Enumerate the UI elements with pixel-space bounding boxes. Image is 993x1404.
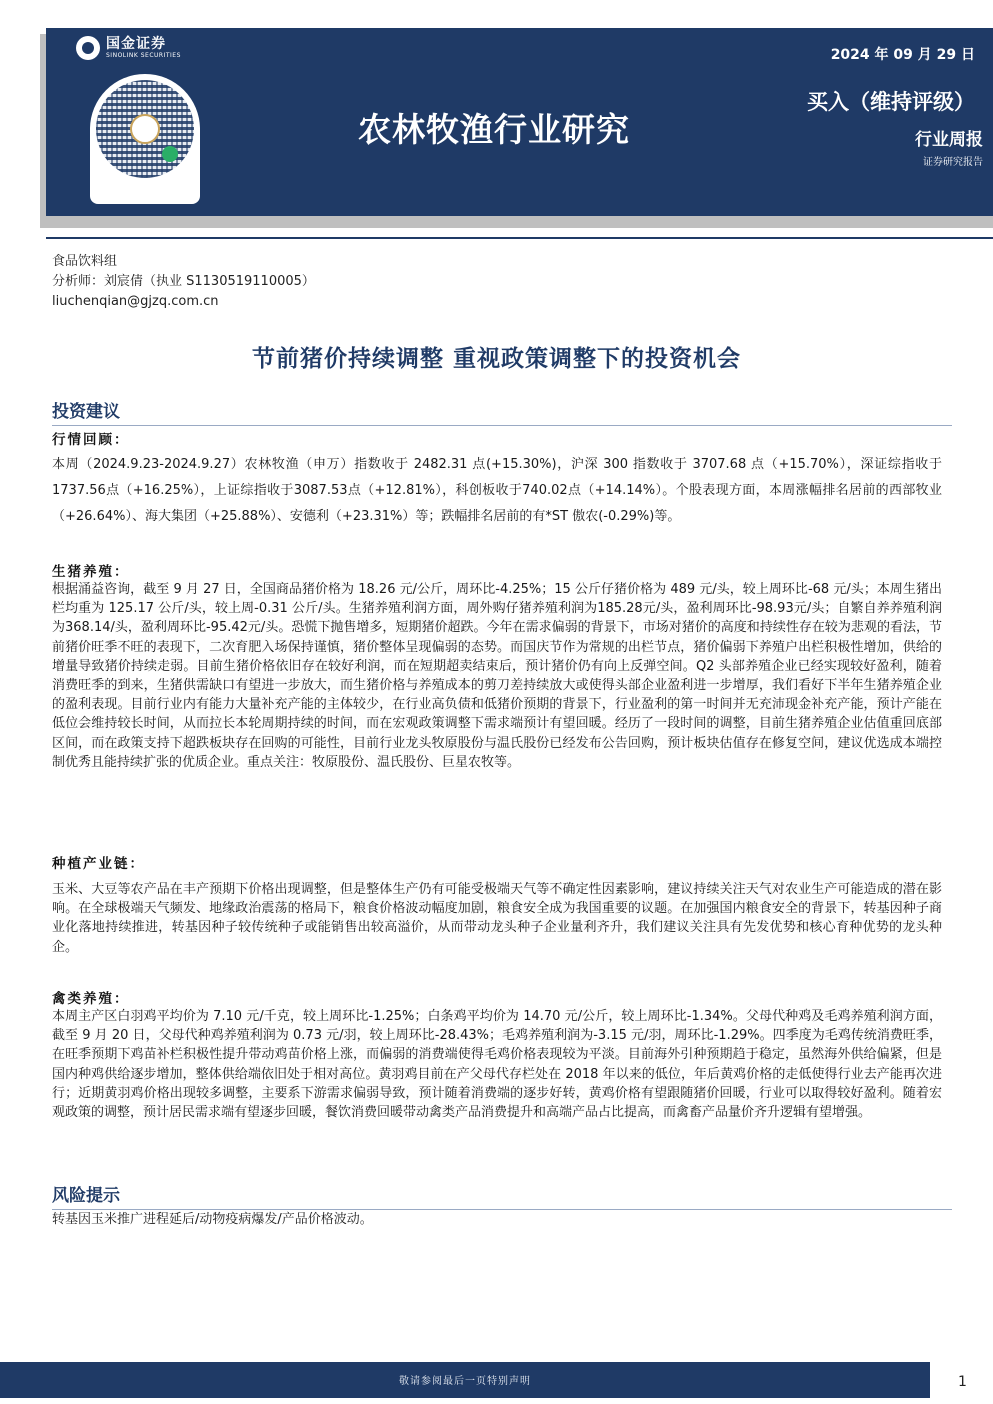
company-logo — [76, 36, 181, 60]
qr-center-logo-icon — [130, 114, 160, 144]
section-heading-risk: 风险提示 — [52, 1181, 952, 1210]
report-type: 行业周报 — [915, 130, 983, 150]
report-date: 2024 年 09 月 29 日 — [830, 47, 975, 63]
logo-mark-icon — [76, 36, 100, 60]
industry-title: 农林牧渔行业研究 — [358, 110, 630, 149]
subheading-crop: 种植产业链： — [52, 856, 145, 872]
paragraph-poultry: 本周主产区白羽鸡平均价为 7.10 元/千克，较上周环比-1.25%；白条鸡平均价为 14.70 元/公斤，较上周环比-1.34%。父母代种鸡及毛鸡养殖利润方面，截至 9 月 20 日，父母代种鸡养殖利润为 0.73 元/羽，较上周环比-28.43%；毛鸡养殖利润为-3.15 元/羽，周环比-1.29%。四季度为毛鸡传统消费旺季，在旺季预期下鸡苗补栏积极性提升带动鸡苗价格上涨，而偏弱的消费端使得毛鸡价格表现较为平淡。目前海外引种预期趋于稳定，虽然海外供给偏紧，但是国内种鸡供给逐步增加，整体供给端依旧处于相对高位。黄羽鸡目前在产父母代存栏处在 2018 年以来的低位，年后黄鸡价格的走低使得行业去产能再次进行；近期黄羽鸡价格出现较多调整，主要系下游需求偏弱导致，预计随着消费端的逐步好转，黄鸡价格有望跟随猪价回暖，行业可以取得较好盈利。随着宏观政策的调整，预计居民需求端有望逐步回暖，餐饮消费回暖带动禽类产品消费提升和高端产品占比提高，而禽畜产品量价齐升逻辑有望增强。 — [52, 1009, 942, 1121]
qr-code-icon — [96, 80, 194, 178]
footer-bar — [0, 1362, 930, 1398]
paragraph-risk: 转基因玉米推广进程延后/动物疫病爆发/产品价格波动。 — [52, 1212, 373, 1227]
brand-name-cn: 国金证券 — [106, 36, 166, 52]
disclaimer-notice[interactable]: 敬请参阅最后一页特别声明 — [399, 1376, 531, 1387]
report-main-title: 节前猪价持续调整 重视政策调整下的投资机会 — [251, 346, 741, 372]
investment-rating: 买入（维持评级） — [807, 90, 975, 114]
report-header-banner — [46, 28, 993, 216]
brand-name-en: SINOLINK SECURITIES — [106, 52, 181, 59]
mini-program-qr-code[interactable] — [90, 74, 200, 204]
header-divider — [46, 237, 993, 239]
section-heading-invest: 投资建议 — [52, 397, 952, 426]
paragraph-market-review: 本周（2024.9.23-2024.9.27）农林牧渔（申万）指数收于 2482.31 点(+15.30%)，沪深 300 指数收于 3707.68 点（+15.70%），深证综指收于1737.56点（+16.25%），上证综指收于3087.53点（+12.81%），科创板收于740.02点（+14.14%）。个股表现方面，本周涨幅排名居前的西部牧业（+26.64%）、海大集团（+25.88%）、安德利（+23.31%）等；跌幅排名居前的有*ST 傲农(-0.29%)等。 — [52, 457, 942, 524]
analyst-info — [52, 252, 315, 312]
research-group: 食品饮料组 — [52, 254, 118, 269]
report-kind: 证券研究报告 — [923, 157, 983, 168]
subheading-market-review: 行情回顾： — [52, 432, 130, 448]
paragraph-hog: 根据涌益咨询，截至 9 月 27 日，全国商品猪价格为 18.26 元/公斤，周环比-4.25%；15 公斤仔猪价格为 489 元/头，较上周环比-68 元/头；本周生猪出栏均重为 125.17 公斤/头，较上周-0.31 公斤/头。生猪养殖利润方面，周外购仔猪养殖利润为185.28元/头，盈利周环比-98.93元/头；自繁自养养殖利润为368.14/头，盈利周环比-95.42元/头。恐慌下抛售增多，短期猪价超跌。今年在需求偏弱的背景下，市场对猪价的高度和持续性存在较为悲观的看法，节前猪价旺季不旺的表现下，二次育肥入场保持谨慎，猪价整体呈现偏弱的态势。而国庆节作为常规的出栏节点，猪价偏弱下养殖户出栏积极性增加，供给的增量导致猪价持续走弱。目前生猪价格依旧存在较好利润，而在短期超卖结束后，预计猪价仍有向上反弹空间。Q2 头部养殖企业已经实现较好盈利，随着消费旺季的到来，生猪供需缺口有望进一步放大，而生猪价格与养殖成本的剪刀差持续放大或使得头部企业盈利进一步增厚，我们看好下半年生猪养殖企业的盈利表现。目前行业内有能力大量补充产能的主体较少，在行业高负债和低猪价预期的背景下，行业盈利的第一时间并无充沛现金补充产能，预计产能在低位会维持较长时间，从而拉长本轮周期持续的时间，而在宏观政策调整下需求端预计有望回暖。经历了一段时间的调整，目前生猪养殖企业估值重回底部区间，而在政策支持下超跌板块存在回购的可能性，目前行业龙头牧原股份与温氏股份已经发布公告回购，预计板块估值存在修复空间，建议优选成本端控制优秀且能持续扩张的优质企业。重点关注：牧原股份、温氏股份、巨星农牧等。 — [52, 582, 942, 770]
analyst-name: 分析师：刘宸倩（执业 S1130519110005） — [52, 274, 315, 289]
analyst-email[interactable]: liuchenqian@gjzq.com.cn — [52, 294, 219, 309]
subheading-poultry: 禽类养殖： — [52, 991, 130, 1007]
page-number: 1 — [958, 1374, 967, 1390]
subheading-hog: 生猪养殖： — [52, 564, 130, 580]
wechat-badge-icon — [162, 146, 178, 162]
paragraph-crop: 玉米、大豆等农产品在丰产预期下价格出现调整，但是整体生产仍有可能受极端天气等不确定性因素影响，建议持续关注天气对农业生产可能造成的潜在影响。在全球极端天气频发、地缘政治震荡的格局下，粮食价格波动幅度加剧，粮食安全成为我国重要的议题。在加强国内粮食安全的背景下，转基因种子商业化落地持续推进，转基因种子较传统种子或能销售出较高溢价，从而带动龙头种子企业量利齐升，我们建议关注具有先发优势和核心育种优势的龙头种企。 — [52, 882, 942, 955]
